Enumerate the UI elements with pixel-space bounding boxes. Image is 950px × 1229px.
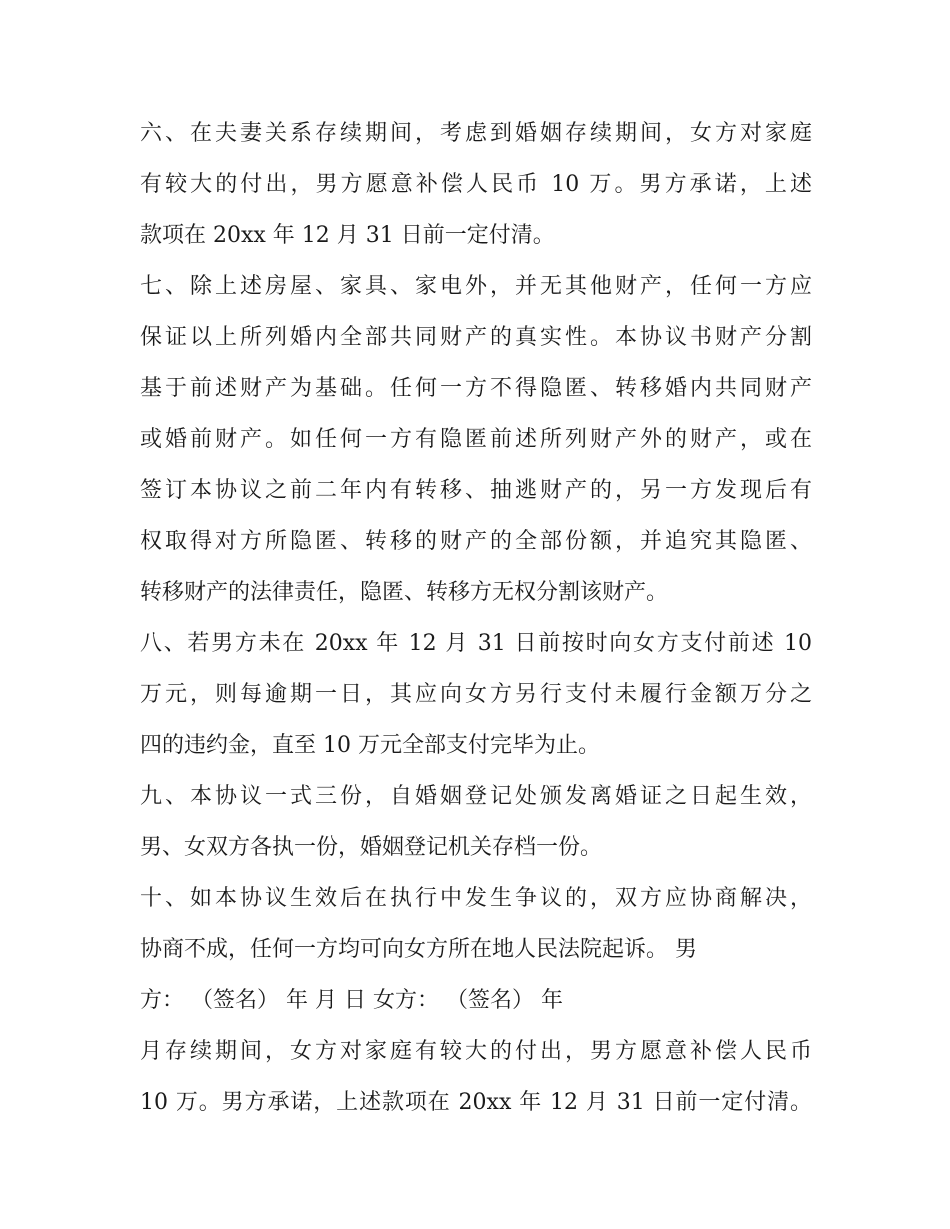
text-line: 权取得对方所隐匿、转移的财产的全部份额，并追究其隐匿、 — [140, 529, 812, 554]
text-line: 月存续期间，女方对家庭有较大的付出，男方愿意补偿人民币 — [140, 1039, 812, 1064]
text-line: 十、如本协议生效后在执行中发生争议的，双方应协商解决， — [140, 886, 812, 911]
text-line: 八、若男方未在 20xx 年 12 月 31 日前按时向女方支付前述 10 — [140, 631, 812, 656]
text-line: 转移财产的法律责任，隐匿、转移方无权分割该财产。 — [140, 580, 669, 605]
document-body — [140, 108, 812, 1128]
text-line: 九、本协议一式三份，自婚姻登记处颁发离婚证之日起生效， — [140, 784, 812, 809]
text-line: 方： （签名） 年 月 日 女方： （签名） 年 — [140, 988, 563, 1013]
text-line: 七、除上述房屋、家具、家电外，并无其他财产，任何一方应 — [140, 274, 812, 299]
text-line: 六、在夫妻关系存续期间，考虑到婚姻存续期间，女方对家庭 — [140, 121, 812, 146]
text-line: 10 万。男方承诺，上述款项在 20xx 年 12 月 31 日前一定付清。 — [140, 1090, 812, 1115]
text-line: 四的违约金，直至 10 万元全部支付完毕为止。 — [140, 733, 600, 758]
text-line: 基于前述财产为基础。任何一方不得隐匿、转移婚内共同财产 — [140, 376, 812, 401]
text-line: 有较大的付出，男方愿意补偿人民币 10 万。男方承诺，上述 — [140, 172, 812, 197]
text-line: 签订本协议之前二年内有转移、抽逃财产的，另一方发现后有 — [140, 478, 812, 503]
text-line: 款项在 20xx 年 12 月 31 日前一定付清。 — [140, 223, 555, 248]
text-line: 协商不成，任何一方均可向女方所在地人民法院起诉。 男 — [140, 937, 697, 962]
text-line: 万元，则每逾期一日，其应向女方另行支付未履行金额万分之 — [140, 682, 812, 707]
text-line: 保证以上所列婚内全部共同财产的真实性。本协议书财产分割 — [140, 325, 812, 350]
text-line: 或婚前财产。如任何一方有隐匿前述所列财产外的财产，或在 — [140, 427, 812, 452]
text-line: 男、女双方各执一份，婚姻登记机关存档一份。 — [140, 835, 603, 860]
